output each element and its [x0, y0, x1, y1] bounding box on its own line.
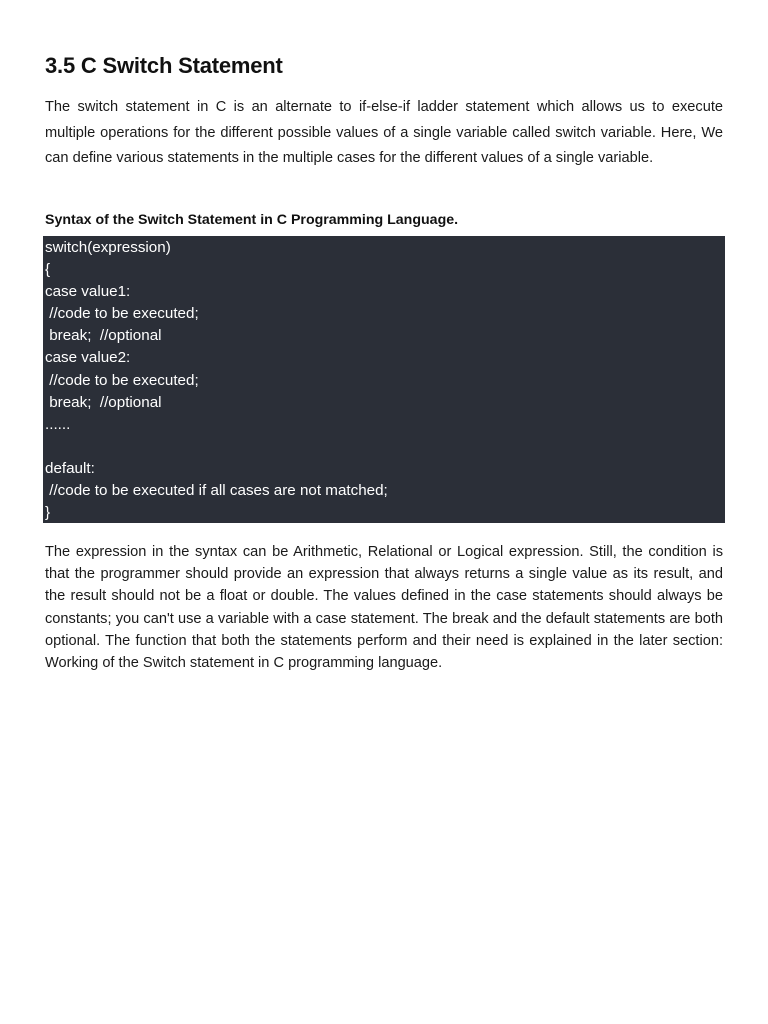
code-line: //code to be executed if all cases are not matched; [45, 482, 388, 500]
section-title: 3.5 C Switch Statement [45, 53, 283, 78]
code-line [45, 436, 725, 458]
code-line: //code to be executed; [45, 305, 199, 323]
code-line: case value1: [45, 283, 131, 301]
code-line: default: [45, 459, 95, 477]
code-line: break; //optional [45, 327, 162, 345]
code-block [43, 236, 725, 523]
explanation-paragraph: The expression in the syntax can be Arithmetic, Relational or Logical expression. Still, the condition is that the programmer should provide an expression that always returns a single value as its result, and the result should not be a float or double. The values defined in the case statements should always be constants; you can't use a variable with a case statement. The break and the default statements are both optional. The function that both the statements perform and their need is explained in the later section: Working of the Switch statement in C programming language. [45, 544, 723, 672]
code-line: { [45, 261, 51, 279]
code-line: case value2: [45, 349, 131, 367]
code-line: ...... [45, 415, 71, 433]
code-line: break; //optional [45, 393, 162, 411]
code-line: //code to be executed; [45, 371, 199, 389]
code-line: switch(expression) [45, 239, 171, 256]
code-line: } [45, 504, 51, 522]
intro-paragraph: The switch statement in C is an alternate to if-else-if ladder statement which allows us to execute multiple operations for the different possible values of a single variable called switch variable. Here, We can define various statements in the multiple cases for the different values of a single variable. [45, 99, 723, 166]
syntax-heading: Syntax of the Switch Statement in C Programming Language. [45, 212, 459, 228]
